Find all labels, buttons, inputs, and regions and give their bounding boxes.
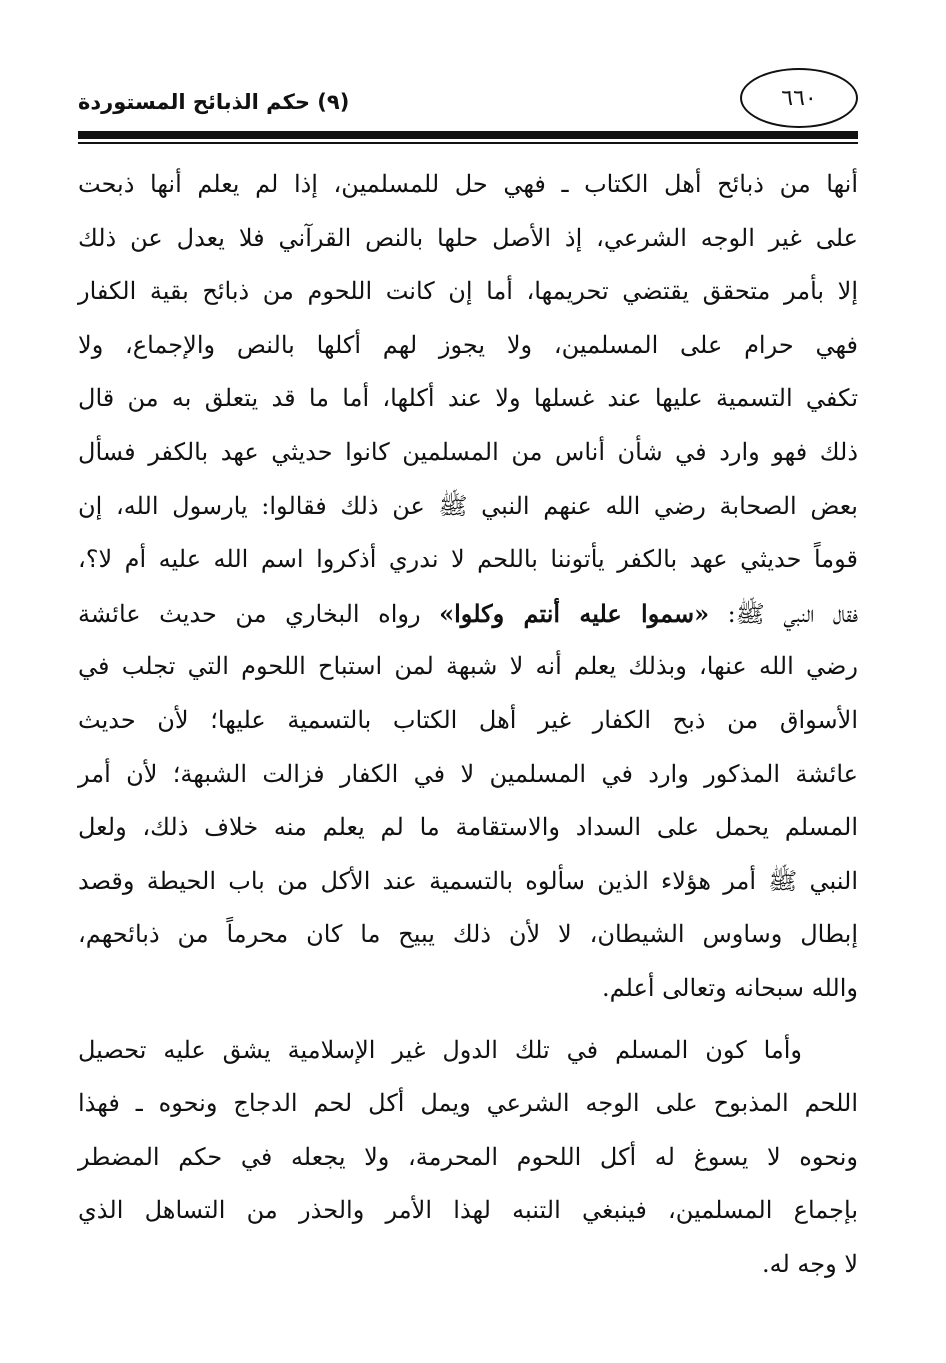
- body-text: [78, 158, 858, 1291]
- page-header: [78, 68, 858, 150]
- header-rule-thick: [78, 131, 858, 139]
- text-line: النبي ﷺ أمر هؤلاء الذين سألوه بالتسمية عند الأكل من باب الحيطة وقصد: [78, 866, 858, 895]
- text-line: المسلم يحمل على السداد والاستقامة ما لم يعلم منه خلاف ذلك، ولعل: [78, 813, 858, 842]
- text-line: اللحم المذبوح على الوجه الشرعي ويمل أكل لحم الدجاج ونحوه ـ فهذا: [78, 1089, 858, 1118]
- text-line: عائشة المذكور وارد في المسلمين لا في الكفار فزالت الشبهة؛ لأن أمر: [78, 759, 858, 788]
- text-line-with-hadith: [78, 587, 858, 641]
- paragraph-2: [78, 1024, 858, 1292]
- text-line: ذلك فهو وارد في شأن أناس من المسلمين كانوا حديثي عهد بالكفر فسأل: [78, 437, 858, 466]
- text-line: رضي الله عنها، وبذلك يعلم أنه لا شبهة لمن استباح اللحوم التي تجلب في: [78, 652, 858, 681]
- text-line: بإجماع المسلمين، فينبغي التنبه لهذا الأمر والحذر من التساهل الذي: [78, 1196, 858, 1225]
- text-line: الأسواق من ذبح الكفار غير أهل الكتاب بالتسمية عليها؛ لأن حديث: [78, 705, 858, 734]
- text-line: تكفي التسمية عليها عند غسلها ولا عند أكلها، أما ما قد يتعلق به من قال: [78, 384, 858, 413]
- text-line: على غير الوجه الشرعي، إذ الأصل حلها بالنص القرآني فلا يعدل عن ذلك: [78, 223, 858, 252]
- running-title: (٩) حكم الذبائح المستوردة: [78, 90, 350, 114]
- header-rule-thin: [78, 142, 858, 144]
- line-after-quote: رواه البخاري من حديث عائشة: [78, 599, 440, 628]
- line-before-quote: فقال النبي ﷺ:: [709, 599, 858, 628]
- paragraph-1: [78, 158, 858, 1016]
- hadith-quote: «سموا عليه أنتم وكلوا»: [439, 598, 710, 628]
- text-line: لا وجه له.: [761, 1249, 858, 1278]
- text-line: وأما كون المسلم في تلك الدول غير الإسلامية يشق عليه تحصيل: [78, 1035, 802, 1064]
- text-line: والله سبحانه وتعالى أعلم.: [602, 973, 858, 1002]
- text-line: بعض الصحابة رضي الله عنهم النبي ﷺ عن ذلك فقالوا: يارسول الله، إن: [78, 491, 858, 520]
- text-line: إبطال وساوس الشيطان، لا لأن ذلك يبيح ما كان محرماً من ذبائحهم،: [78, 920, 858, 949]
- text-line: قوماً حديثي عهد بالكفر يأتوننا باللحم لا ندري أذكروا اسم الله عليه أم لا؟،: [78, 545, 858, 574]
- text-line: فهي حرام على المسلمين، ولا يجوز لهم أكلها بالنص والإجماع، ولا: [78, 330, 858, 359]
- text-line: ونحوه لا يسوغ له أكل اللحوم المحرمة، ولا يجعله في حكم المضطر: [78, 1142, 858, 1171]
- paragraph-gap: [78, 1016, 858, 1024]
- page-number-oval: [740, 68, 858, 128]
- text-line: أنها من ذبائح أهل الكتاب ـ فهي حل للمسلمين، إذا لم يعلم أنها ذبحت: [78, 170, 859, 198]
- page-number: ٦٦٠: [781, 85, 817, 111]
- text-line: إلا بأمر متحقق يقتضي تحريمها، أما إن كانت اللحوم من ذبائح بقية الكفار: [78, 277, 858, 306]
